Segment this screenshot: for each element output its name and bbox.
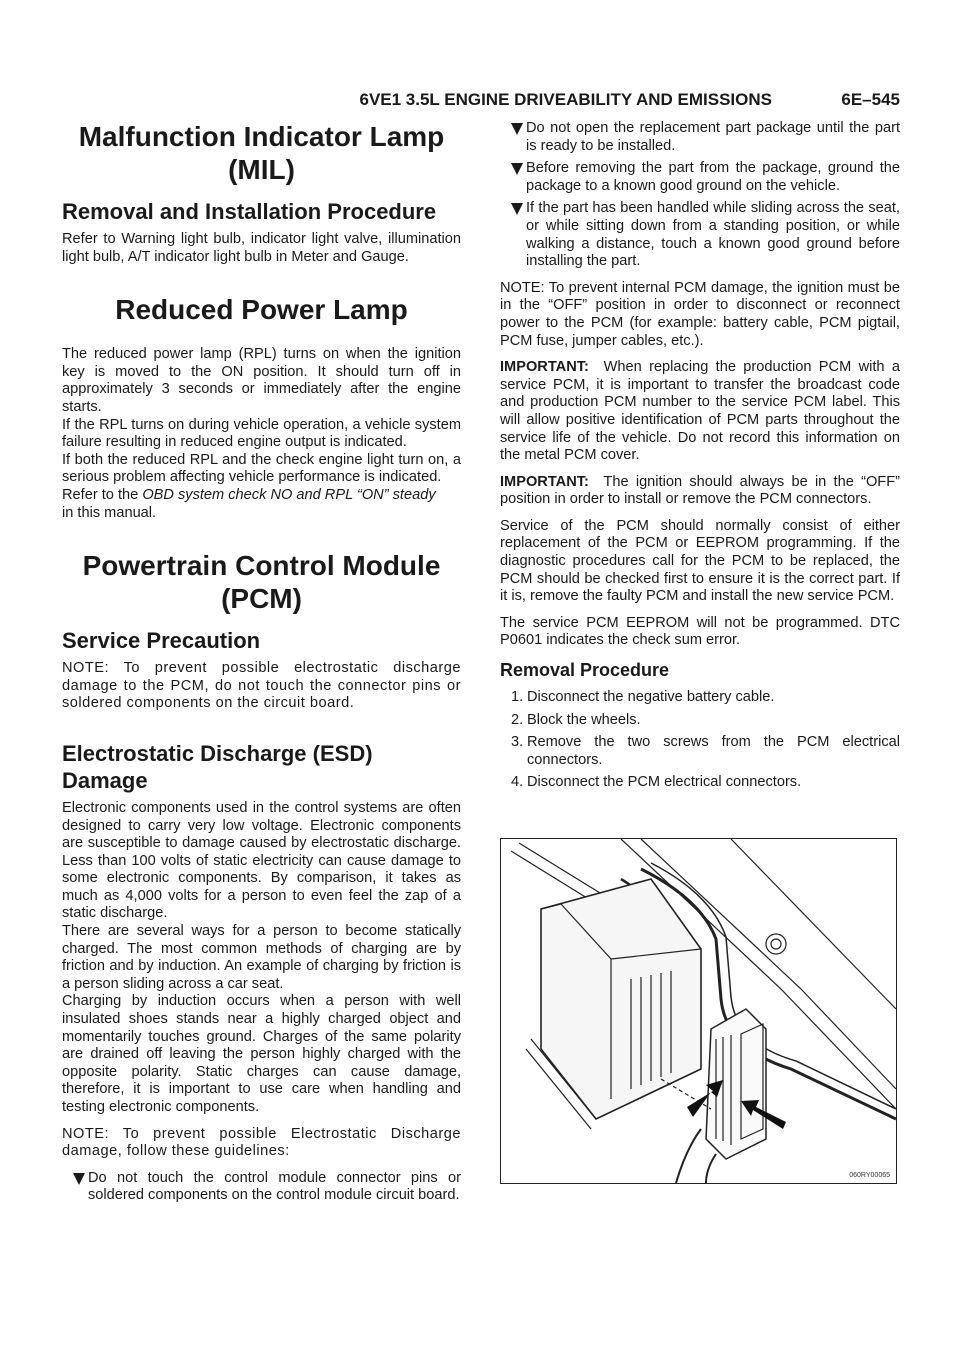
guideline-3-text: Before removing the part from the package, ground the package to a known good ground on the vehicle. [526,160,900,194]
step-2 [500,712,900,730]
step-4-number: 4. [511,774,524,791]
step-1-number: 1. [511,689,524,706]
rpl-title: Reduced Power Lamp [115,294,408,326]
rpl-ref-suffix: in this manual. [62,504,157,521]
eeprom-paragraph: The service PCM EEPROM will not be programmed. DTC P0601 indicates the check sum error. [500,614,900,649]
guideline-1 [62,1170,461,1205]
down-triangle-icon [73,1173,85,1185]
pcm-connector-figure [500,838,897,1184]
esd-paragraph-2: There are several ways for a person to become statically charged. The most common methods of charging are by friction and by induction. An example of charging by friction is a person sliding across a car seat. [62,923,461,992]
esd-paragraph-3: Charging by induction occurs when a person with well insulated shoes stands near a highly charged object and momentarily touches ground. Charges of the same polarity are drained off leaving the person highly charged with the opposite polarity. Static charges can cause damage, therefore, it is important to use care when handling and testing electronic components. [62,993,461,1115]
step-3-text: Remove the two screws from the PCM electrical connectors. [527,734,900,768]
mil-title: Malfunction Indicator Lamp (MIL) [78,121,445,185]
page-number: 6E–545 [841,90,900,109]
rpl-reference [62,487,461,522]
esd-heading: Electrostatic Discharge (ESD) Damage [62,740,373,793]
step-3-number: 3. [511,734,524,751]
rpl-ref-italic: OBD system check NO and RPL “ON” steady [142,486,436,503]
important-1 [500,359,900,465]
guideline-1-text: Do not touch the control module connector pins or soldered components on the control module circuit board. [88,1169,461,1204]
pcm-title: Powertrain Control Module (PCM) [82,550,441,615]
pcm-illustration [501,839,896,1183]
figure-code: 060RY00065 [849,1172,890,1179]
rpl-paragraph-2: If the RPL turns on during vehicle operation, a vehicle system failure resulting in reduced engine output is indicated. [62,416,461,451]
removal-procedure-heading: Removal Procedure [500,660,670,681]
important-label-1: IMPORTANT: [500,359,589,376]
step-1 [500,689,900,707]
step-2-text: Block the wheels. [527,711,641,728]
important-1-text: When replacing the production PCM with a service PCM, it is important to transfer the broadcast code and production PCM number to the service PCM label. This will allow positive identification of PCM parts throughout the service life of the vehicle. Do not record this information on the metal PCM cover. [500,359,900,464]
service-pcm-paragraph: Service of the PCM should normally consist of either replacement of the PCM or EEPROM programming. If the diagnostic procedures call for the PCM to be replaced, the PCM should be checked first to ensure it is the correct part. If it is, remove the faulty PCM and install the new service PCM. [500,517,900,605]
guideline-4-text: If the part has been handled while sliding across the seat, or while sitting down from a standing position, or while walking a distance, touch a known good ground before installing the part. [526,200,900,270]
removal-installation-heading: Removal and Installation Procedure [62,199,437,224]
guideline-2-text: Do not open the replacement part package until the part is ready to be installed. [526,120,900,154]
left-column [62,120,461,1210]
running-title: 6VE1 3.5L ENGINE DRIVEABILITY AND EMISSIONS [359,90,772,109]
guideline-4 [500,200,900,270]
step-3 [500,734,900,769]
important-label-2: IMPORTANT: [500,473,589,490]
service-precaution-heading: Service Precaution [62,628,261,654]
service-precaution-note: NOTE: To prevent possible electrostatic discharge damage to the PCM, do not touch the connector pins or soldered components on the circuit board. [62,660,461,712]
step-4-text: Disconnect the PCM electrical connectors. [527,774,802,791]
right-column [500,120,900,797]
note-internal-damage: NOTE: To prevent internal PCM damage, the ignition must be in the “OFF” position in order to disconnect or reconnect power to the PCM (for example: battery cable, PCM pigtail, PCM fuse, jumper cables, etc.). [500,279,900,349]
removal-steps [500,689,900,792]
step-1-text: Disconnect the negative battery cable. [527,689,775,706]
important-2 [500,474,900,509]
step-4 [500,774,900,792]
down-triangle-icon [511,203,523,215]
rpl-ref-prefix: Refer to the [62,486,143,503]
guideline-3 [500,160,900,195]
removal-installation-text: Refer to Warning light bulb, indicator light valve, illumination light bulb, A/T indicator light bulb in Meter and Gauge. [62,231,461,265]
guideline-2 [500,120,900,155]
down-triangle-icon [511,123,523,135]
rpl-paragraph-1: The reduced power lamp (RPL) turns on when the ignition key is moved to the ON position. It should turn off in approximately 3 seconds or immediately after the engine starts. [62,346,461,415]
down-triangle-icon [511,163,523,175]
step-2-number: 2. [511,711,524,728]
important-2-text: The ignition should always be in the “OFF” position in order to install or remove the PCM connectors. [500,473,900,508]
rpl-paragraph-3: If both the reduced RPL and the check engine light turn on, a serious problem affecting vehicle performance is indicated. [62,451,461,486]
esd-note: NOTE: To prevent possible Electrostatic Discharge damage, follow these guidelines: [62,1125,461,1160]
esd-paragraph-1: Electronic components used in the control systems are often designed to carry very low voltage. Electronic components are susceptible to damage caused by electrostatic discharge. Less than 100 volts of static electricity can cause damage to some electronic components. By comparison, it takes as much as 4,000 volts for a person to even feel the zap of a static discharge. [62,799,461,922]
page-header [0,90,900,114]
